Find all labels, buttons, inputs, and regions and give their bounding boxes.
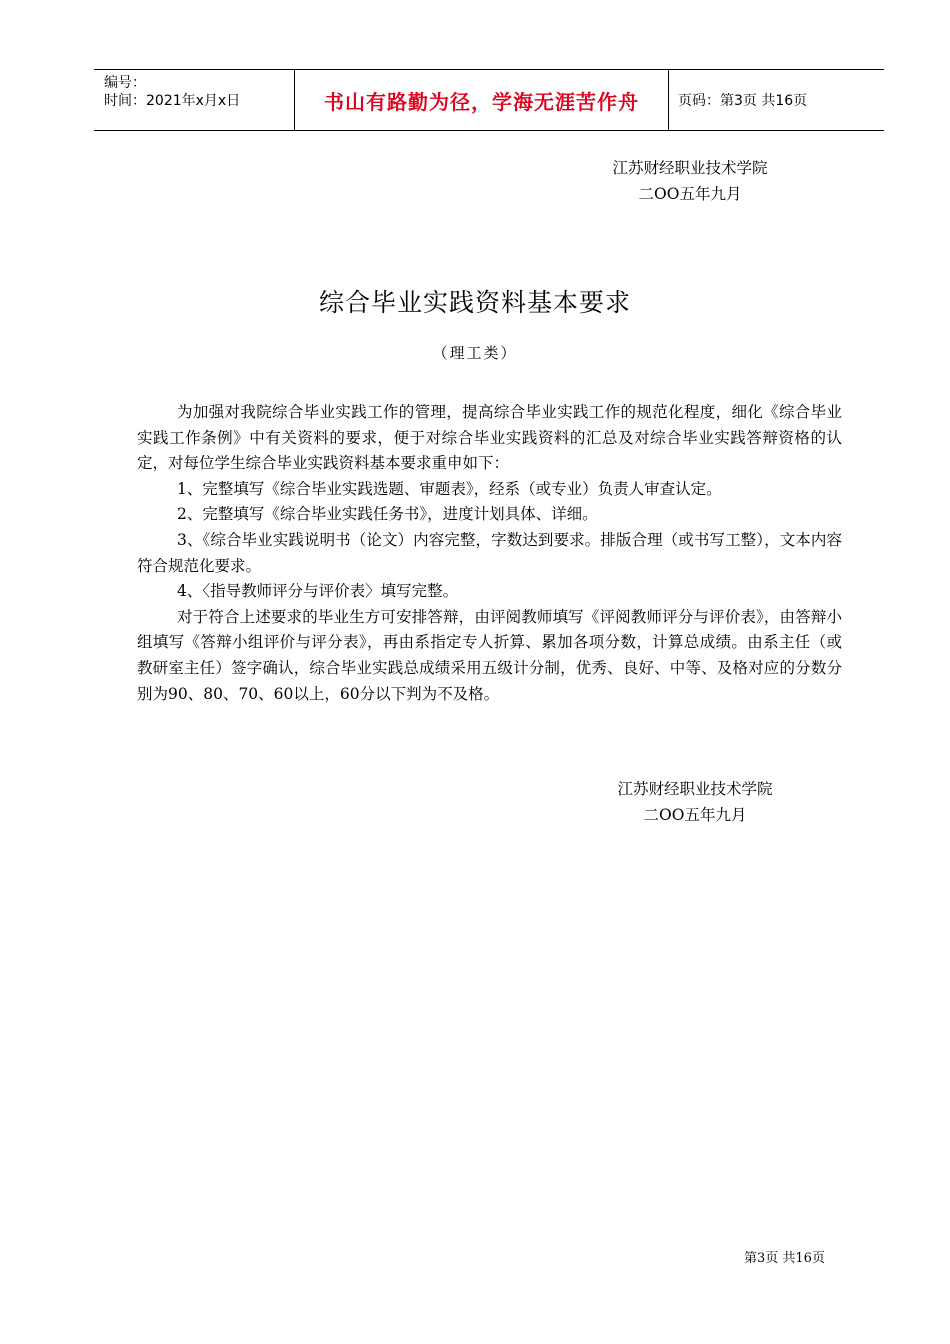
requirement-item-1: 1、完整填写《综合毕业实践选题、审题表》，经系（或专业）负责人审查认定。 [177,479,722,498]
requirement-item-4: 4、〈指导教师评分与评价表〉填写完整。 [177,582,459,601]
time-label: 时间：2021年x月x日 [104,93,241,109]
closing-paragraph: 对于符合上述要求的毕业生方可安排答辩，由评阅教师填写《评阅教师评分与评价表》，由答辩小组填写《答辩小组评价与评分表》，再由系指定专人折算、累加各项分数，计算总成绩。由系主任（或教研室主任）签字确认，综合毕业实践总成绩采用五级计分制，优秀、良好、中等、及格对应的分数分别为90、80、70、60以上，60分以下判为不及格。 [137,607,842,703]
page-code: 页码：第3页 共16页 [678,93,808,109]
header-meta [94,70,294,130]
bottom-signature-org: 江苏财经职业技术学院 [617,780,773,798]
number-label: 编号： [104,75,146,91]
document-title: 综合毕业实践资料基本要求 [318,288,631,317]
motto-text: 书山有路勤为径，学海无涯苦作舟 [324,89,639,114]
requirement-item-3: 3、《综合毕业实践说明书（论文）内容完整，字数达到要求。排版合理（或书写工整），文本内容符合规范化要求。 [137,530,842,575]
top-signature [570,155,810,207]
bottom-signature [575,776,815,828]
top-signature-org: 江苏财经职业技术学院 [612,159,768,177]
intro-paragraph: 为加强对我院综合毕业实践工作的管理，提高综合毕业实践工作的规范化程度，细化《综合毕业实践工作条例》中有关资料的要求，便于对综合毕业实践资料的汇总及对综合毕业实践答辩资格的认定，对每位学生综合毕业实践资料基本要求重申如下： [137,403,842,473]
document-subtitle: （理工类） [432,344,518,362]
header-page-cell [668,70,884,130]
document-body [137,400,842,707]
top-signature-date: 二OO五年九月 [638,185,742,203]
header-motto-cell [294,70,669,130]
bottom-signature-date: 二OO五年九月 [643,806,747,824]
page-footer: 第3页 共16页 [744,1251,825,1266]
page-header [94,69,884,131]
requirement-item-2: 2、完整填写《综合毕业实践任务书》，进度计划具体、详细。 [177,505,598,524]
